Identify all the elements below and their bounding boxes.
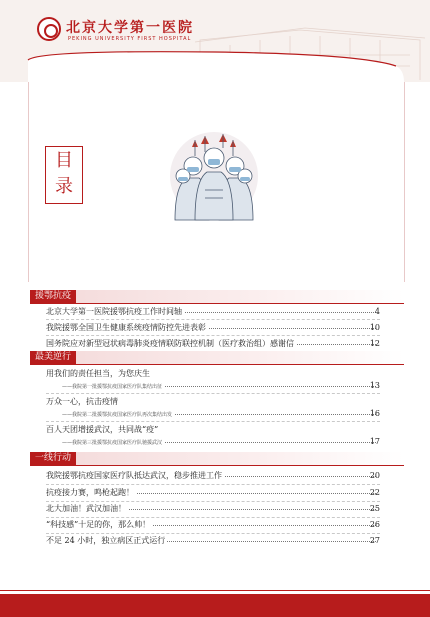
toc-entry-title: “科技感”十足的你，那么帅！: [46, 520, 151, 529]
section-underline: [30, 364, 404, 365]
toc-entry[interactable]: [46, 535, 376, 547]
brand-title: 北京大学第一医院: [66, 20, 194, 36]
toc-title-char-2: 录: [55, 176, 73, 197]
brand-english: PEKING UNIVERSITY FIRST HOSPITAL: [68, 36, 192, 42]
toc-entry-subtitle: ——我院第一批援鄂抗疫国家医疗队集结出征: [62, 384, 163, 390]
section-header-bar: [30, 452, 404, 465]
toc-entry-page: 27: [369, 536, 380, 545]
toc-entry-page: 4: [374, 307, 380, 316]
toc-entry-title: 北大加油！武汉加油！: [46, 504, 126, 513]
separator: [46, 421, 380, 422]
toc-entry-title: 不足 24 小时，独立病区正式运行: [46, 536, 166, 545]
section-header-zuimei: [30, 351, 404, 365]
hospital-logo: [37, 17, 61, 41]
separator: [46, 319, 380, 320]
toc-entry-page: 13: [369, 381, 380, 390]
toc-title-char-1: 目: [55, 150, 73, 171]
section-underline: [30, 465, 404, 466]
section-label: 援鄂抗疫: [30, 290, 76, 303]
toc-entry-page: 25: [369, 504, 380, 513]
footer-band: [0, 594, 430, 617]
toc-entry-page: 12: [369, 339, 380, 348]
toc-entry-sub-line: [62, 380, 376, 393]
toc-entry-subtitle: ——我院第三批援鄂抗疫国家医疗队驰援武汉: [62, 440, 163, 446]
toc-entry-page: 26: [369, 520, 380, 529]
toc-entry-title[interactable]: 百人天团增援武汉，共同战“疫”: [46, 425, 159, 434]
separator: [46, 501, 380, 502]
toc-entry-title[interactable]: 用我们的责任担当，为您庆生: [46, 369, 150, 378]
left-frame-line: [28, 82, 29, 282]
toc-entry-subtitle: ——我院第二批援鄂抗疫国家医疗队再次集结出发: [62, 412, 173, 418]
header-curve: [0, 0, 430, 82]
toc-entry-page: 10: [369, 323, 380, 332]
footer-line: [0, 590, 430, 591]
section-label: 一线行动: [30, 452, 76, 465]
right-frame-line: [404, 82, 405, 282]
section-header-yuane: [30, 290, 404, 304]
toc-entry-page: 17: [369, 437, 380, 446]
toc-entry-title: 抗疫接力赛，鸣枪起跑！: [46, 488, 134, 497]
separator: [46, 517, 380, 518]
toc-title: [52, 148, 76, 200]
toc-entry-title[interactable]: 万众一心，抗击疫情: [46, 397, 118, 406]
toc-entry[interactable]: [46, 503, 376, 515]
page-header: [0, 0, 430, 82]
toc-entry-page: 16: [369, 409, 380, 418]
toc-entry[interactable]: [46, 470, 376, 482]
section-header-bar: [30, 351, 404, 364]
section-header-yixian: [30, 452, 404, 466]
separator: [46, 484, 380, 485]
toc-entry-title: 我院援鄂全国卫生健康系统疫情防控先进表彰: [46, 323, 206, 332]
separator: [46, 393, 380, 394]
toc-entry-page: 22: [369, 488, 380, 497]
toc-entry[interactable]: [46, 338, 376, 350]
toc-entry[interactable]: [46, 487, 376, 499]
separator: [46, 335, 380, 336]
toc-entry-sub-line: [62, 436, 376, 449]
section-underline: [30, 303, 404, 304]
toc-entry-title: 国务院应对新型冠状病毒肺炎疫情联防联控机制（医疗救治组）感谢信: [46, 339, 294, 348]
toc-entry-sub-line: [62, 408, 376, 421]
toc-entry[interactable]: [46, 306, 376, 318]
separator: [46, 533, 380, 534]
toc-entry-page: 20: [369, 471, 380, 480]
toc-entry[interactable]: [46, 322, 376, 334]
toc-entry-title: 北京大学第一医院援鄂抗疫工作时间轴: [46, 307, 182, 316]
toc-entry[interactable]: [46, 519, 376, 531]
medical-team-illustration: [165, 130, 263, 222]
toc-entry-title: 我院援鄂抗疫国家医疗队抵达武汉，稳步推进工作: [46, 471, 222, 480]
section-header-bar: [30, 290, 404, 303]
section-label: 最美逆行: [30, 351, 76, 364]
